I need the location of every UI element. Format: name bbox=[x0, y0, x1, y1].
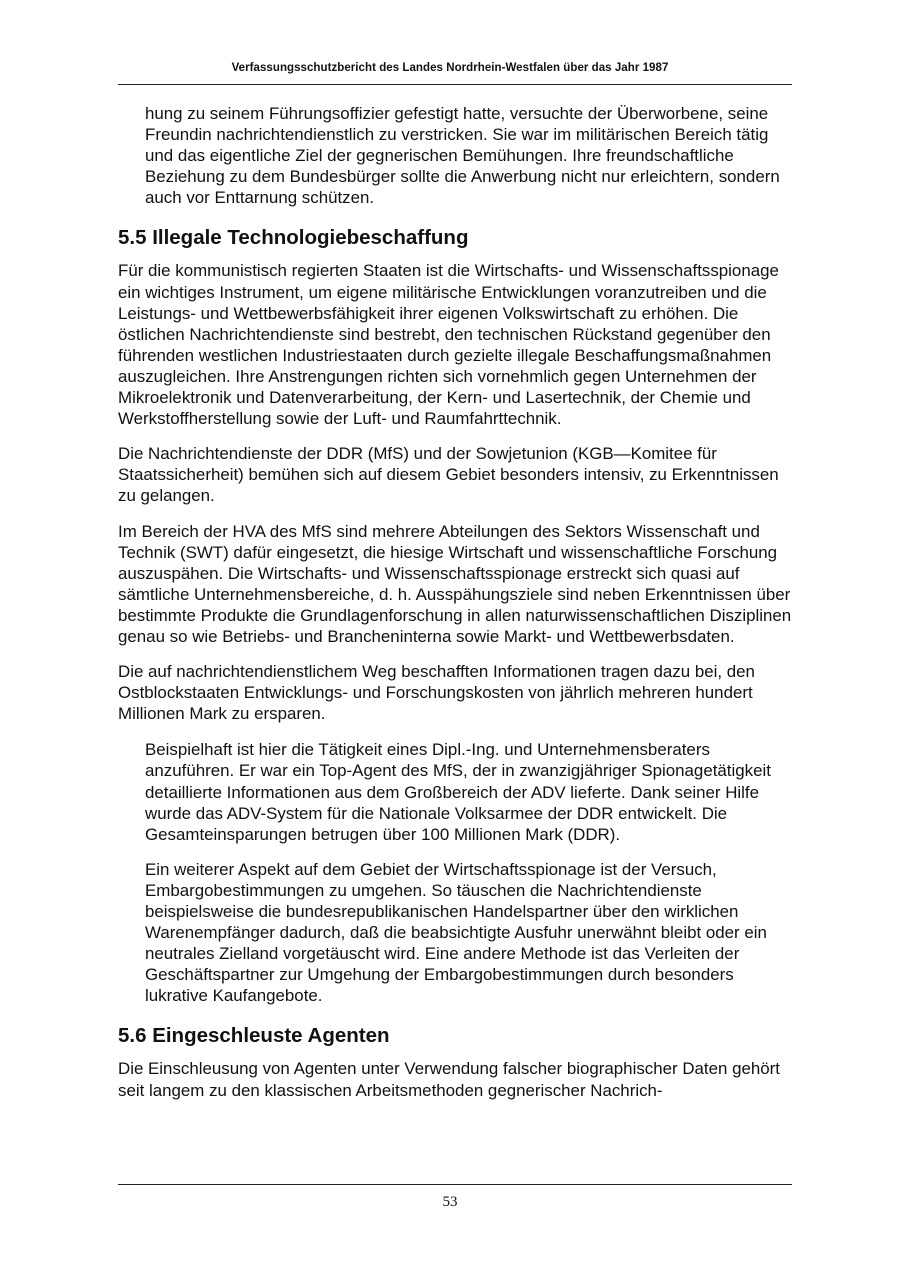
paragraph-embargo: Ein weiterer Aspekt auf dem Gebiet der Wirtschaftsspionage ist der Versuch, Embargobestimmungen zu umgehen. So täuschen die Nachrichtendienste beispielsweise die bundesrepublikanischen Handelspartner über den wirklichen Warenempfänger dadurch, daß die beabsichtigte Ausfuhr unerwähnt bleibt oder ein neutrales Zielland vorgetäuscht wird. Eine andere Methode ist das Verleiten der Geschäftspartner zur Umgehung der Embargobestimmungen durch besonders lukrative Kaufangebote. bbox=[145, 859, 767, 1006]
section-heading-5-6: 5.6 Eingeschleuste Agenten bbox=[118, 1024, 390, 1048]
paragraph-cost-savings: Die auf nachrichtendienstlichem Weg beschafften Informationen tragen dazu bei, den Ostblockstaaten Entwicklungs- und Forschungskosten von jährlich mehreren hundert Millionen Mark zu ersparen. bbox=[118, 662, 755, 724]
section-heading-5-5: 5.5 Illegale Technologiebeschaffung bbox=[118, 226, 469, 250]
footer-divider bbox=[118, 1184, 792, 1185]
paragraph-continuation: hung zu seinem Führungsoffizier gefestigt hatte, versuchte der Überworbene, seine Freundin nachrichtendienstlich zu verstricken. Sie war im militärischen Bereich tätig und das eigentliche Ziel der gegnerischen Bemühungen. Ihre freundschaftliche Beziehung zu dem Bundesbürger sollte die Anwerbung nicht nur erleichtern, sondern auch vor Enttarnung schützen. bbox=[145, 104, 780, 208]
page-number: 53 bbox=[442, 1194, 458, 1210]
paragraph-example-agent: Beispielhaft ist hier die Tätigkeit eines Dipl.-Ing. und Unternehmensberaters anzuführen. Er war ein Top-Agent des MfS, der in zwanzigjähriger Spionagetätigkeit detaillierte Informationen aus dem Großbereich der ADV lieferte. Dank seiner Hilfe wurde das ADV-System für die Nationale Volksarmee der DDR entwickelt. Die Gesamteinsparungen betrugen über 100 Millionen Mark (DDR). bbox=[145, 740, 771, 844]
paragraph-infiltrated-agents: Die Einschleusung von Agenten unter Verwendung falscher biographischer Daten gehört seit langem zu den klassischen Arbeitsmethoden gegnerischer Nachrich- bbox=[118, 1059, 780, 1100]
page-body bbox=[118, 103, 792, 1101]
running-header: Verfassungsschutzbericht des Landes Nordrhein-Westfalen über das Jahr 1987 bbox=[231, 62, 669, 74]
paragraph-technology-intro: Für die kommunistisch regierten Staaten ist die Wirtschafts- und Wissenschaftsspionage ein wichtiges Instrument, um eigene militärische Entwicklungen voranzutreiben und die Leistungs- und Wettbewerbsfähigkeit ihrer eigenen Volkswirtschaft zu erhöhen. Die östlichen Nachrichtendienste sind bestrebt, den technischen Rückstand gegenüber den führenden westlichen Industriestaaten durch gezielte illegale Beschaffungsmaßnahmen auszugleichen. Ihre Anstrengungen richten sich vornehmlich gegen Unternehmen der Mikroelektronik und Datenverarbeitung, der Kern- und Lasertechnik, der Chemie und Werkstoffherstellung sowie der Luft- und Raumfahrttechnik. bbox=[118, 261, 779, 429]
paragraph-hva-swt: Im Bereich der HVA des MfS sind mehrere Abteilungen des Sektors Wissenschaft und Technik (SWT) dafür eingesetzt, die hiesige Wirtschaft und wissenschaftliche Forschung auszuspähen. Die Wirtschafts- und Wissenschaftsspionage erstreckt sich quasi auf sämtliche Unternehmensbereiche, d. h. Ausspähungsziele sind neben Erkenntnissen über bestimmte Produkte die Grundlagenforschung in allen naturwissenschaftlichen Disziplinen genau so wie Betriebs- und Brancheninterna sowie Markt- und Wettbewerbsdaten. bbox=[118, 521, 792, 646]
header-divider bbox=[118, 84, 792, 85]
paragraph-intelligence-services: Die Nachrichtendienste der DDR (MfS) und der Sowjetunion (KGB—Komitee für Staatssicherheit) bemühen sich auf diesem Gebiet besonders intensiv, zu Erkenntnissen zu gelangen. bbox=[118, 444, 779, 506]
